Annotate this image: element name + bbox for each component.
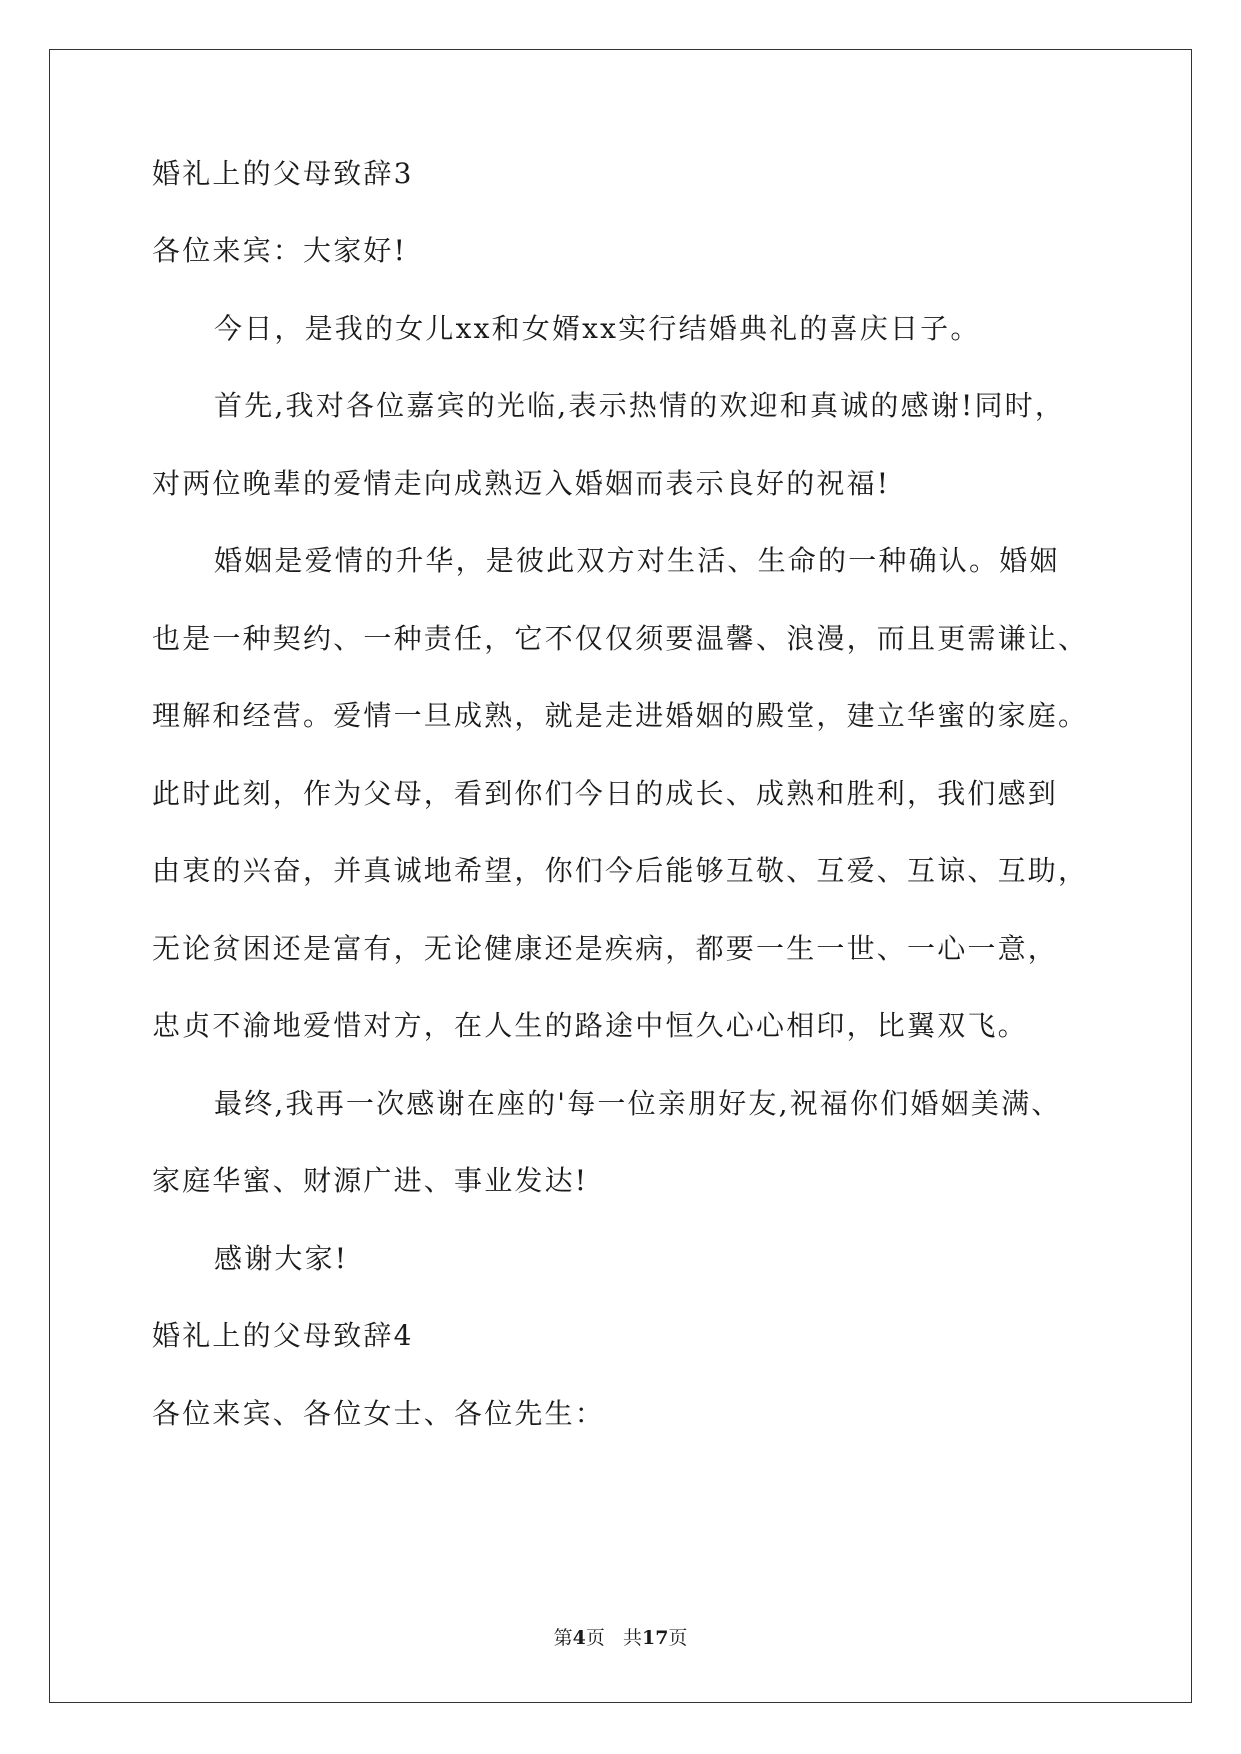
- paragraph-line: 此时此刻，作为父母，看到你们今日的成长、成熟和胜利，我们感到: [152, 777, 1059, 810]
- salutation-line: 各位来宾：大家好!: [152, 234, 408, 267]
- paragraph-line: 婚姻是爱情的升华，是彼此双方对生活、生命的一种确认。婚姻: [214, 544, 1060, 577]
- footer-total-prefix: 共: [622, 1627, 642, 1649]
- paragraph-line: 家庭华蜜、财源广进、事业发达!: [152, 1164, 589, 1197]
- total-pages: 17: [641, 1627, 669, 1649]
- footer-prefix: 第: [553, 1627, 573, 1649]
- footer-page-unit: 页: [585, 1627, 605, 1649]
- paragraph-line: 忠贞不渝地爱惜对方，在人生的路途中恒久心心相印，比翼双飞。: [152, 1009, 1028, 1042]
- paragraph-line: 对两位晚辈的爱情走向成熟迈入婚姻而表示良好的祝福!: [152, 467, 891, 500]
- paragraph-line: 无论贫困还是富有，无论健康还是疾病，都要一生一世、一心一意，: [152, 932, 1059, 965]
- closing-line: 感谢大家!: [214, 1242, 349, 1275]
- footer-total-unit: 页: [668, 1627, 688, 1649]
- page-number: 4: [572, 1627, 586, 1649]
- paragraph-line: 理解和经营。爱情一旦成熟，就是走进婚姻的殿堂，建立华蜜的家庭。: [152, 699, 1089, 732]
- paragraph-line: 也是一种契约、一种责任，它不仅仅须要温馨、浪漫，而且更需谦让、: [152, 622, 1089, 655]
- page-footer: [0, 1626, 1241, 1650]
- section-heading-4: 婚礼上的父母致辞4: [152, 1319, 414, 1352]
- section-heading-3: 婚礼上的父母致辞3: [152, 157, 414, 190]
- paragraph-line: 由衷的兴奋，并真诚地希望，你们今后能够互敬、互爱、互谅、互助，: [152, 854, 1089, 887]
- paragraph-line: 首先,我对各位嘉宾的光临,表示热情的欢迎和真诚的感谢!同时，: [214, 389, 1066, 422]
- paragraph-line: 最终,我再一次感谢在座的'每一位亲朋好友,祝福你们婚姻美满、: [214, 1087, 1062, 1120]
- salutation-line: 各位来宾、各位女士、各位先生：: [152, 1397, 606, 1430]
- paragraph-line: 今日，是我的女儿xx和女婿xx实行结婚典礼的喜庆日子。: [214, 312, 981, 345]
